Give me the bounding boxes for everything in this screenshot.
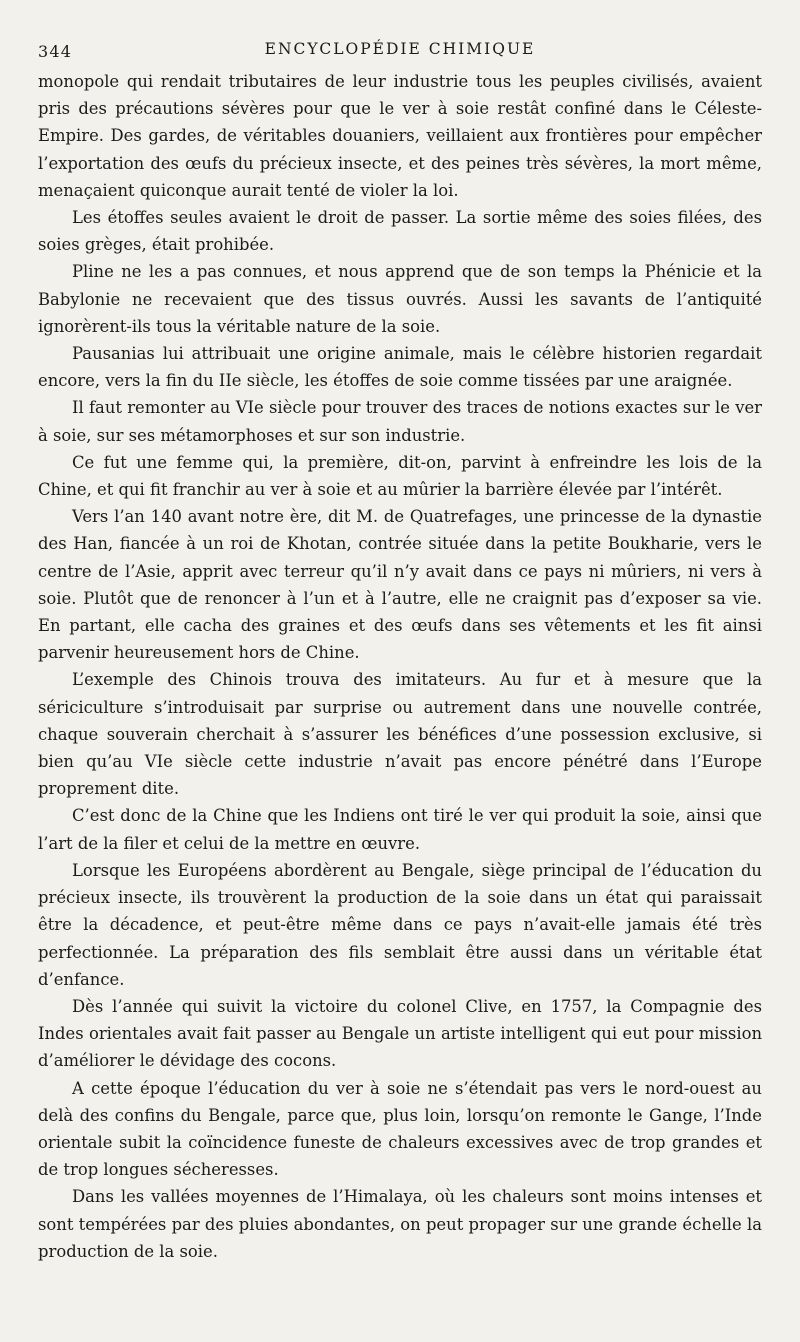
paragraph-continuation: monopole qui rendait tributaires de leur industrie tous les peuples civilisés, avaient pris des précautions sévères pour que le ver à soie restât confiné dans le Céleste-Empire. Des gardes, de véritables douaniers, veillaient aux frontières pour empêcher l’exportation des œufs du précieux insecte, et des peines très sévères, la mort même, menaçaient quiconque aurait tenté de violer la loi.	[38, 72, 762, 200]
paragraph: Ce fut une femme qui, la première, dit-on, parvint à enfreindre les lois de la Chine, et qui fit franchir au ver à soie et au mûrier la barrière élevée par l’intérêt.	[38, 452, 762, 500]
page-number: 344	[38, 42, 73, 61]
paragraph: Dans les vallées moyennes de l’Himalaya, où les chaleurs sont moins intenses et sont tempérées par des pluies abondantes, on peut propager sur une grande échelle la production de la soie.	[38, 1187, 762, 1261]
paragraph: A cette époque l’éducation du ver à soie ne s’étendait pas vers le nord-ouest au delà des confins du Bengale, parce que, plus loin, lorsqu’on remonte le Gange, l’Inde orientale subit la coïncidence funeste de chaleurs excessives avec de trop grandes et de trop longues sécheresses.	[38, 1078, 762, 1180]
paragraph: Dès l’année qui suivit la victoire du colonel Clive, en 1757, la Compagnie des Indes orientales avait fait passer au Bengale un artiste intelligent qui eut pour mission d’améliorer le dévidage des cocons.	[38, 996, 762, 1071]
paragraph: Lorsque les Européens abordèrent au Bengale, siège principal de l’éducation du précieux insecte, ils trouvèrent la production de la soie dans un état qui paraissait être la décadence, et peut-être même dans ce pays n’avait-elle jamais été très perfectionnée. La préparation des fils semblait être aussi dans un véritable état d’enfance.	[38, 860, 762, 989]
running-head	[38, 34, 762, 64]
paragraph: Pausanias lui attribuait une origine animale, mais le célèbre historien regardait encore, vers la fin du IIe siècle, les étoffes de soie comme tissées par une araignée.	[38, 344, 762, 391]
running-title: ENCYCLOPÉDIE CHIMIQUE	[264, 40, 536, 58]
paragraph: L’exemple des Chinois trouva des imitateurs. Au fur et à mesure que la sériciculture s’introduisait par surprise ou autrement dans une nouvelle contrée, chaque souverain cherchait à s’assurer les bénéfices d’une possession exclusive, si bien qu’au VIe siècle cette industrie n’avait pas encore pénétré dans l’Europe proprement dite.	[38, 670, 762, 799]
paragraph: C’est donc de la Chine que les Indiens ont tiré le ver qui produit la soie, ainsi que l’art de la filer et celui de la mettre en œuvre.	[38, 806, 762, 853]
paragraph: Vers l’an 140 avant notre ère, dit M. de Quatrefages, une princesse de la dynastie des Han, fiancée à un roi de Khotan, contrée située dans la petite Boukharie, vers le centre de l’Asie, apprit avec terreur qu’il n’y avait dans ce pays ni mûriers, ni vers à soie. Plutôt que de renoncer à l’un et à l’autre, elle ne craignit pas d’exposer sa vie. En partant, elle cacha des graines et des œufs dans ses vêtements et les fit ainsi parvenir heureusement hors de Chine.	[38, 507, 762, 663]
paragraph: Pline ne les a pas connues, et nous apprend que de son temps la Phénicie et la Babylonie ne recevaient que des tissus ouvrés. Aussi les savants de l’antiquité ignorèrent-ils tous la véritable nature de la soie.	[38, 262, 762, 336]
paragraph: Les étoffes seules avaient le droit de passer. La sortie même des soies filées, des soies grèges, était prohibée.	[38, 208, 762, 255]
paragraph: Il faut remonter au VIe siècle pour trouver des traces de notions exactes sur le ver à soie, sur ses métamorphoses et sur son industrie.	[38, 398, 762, 445]
body-text	[38, 68, 762, 1265]
